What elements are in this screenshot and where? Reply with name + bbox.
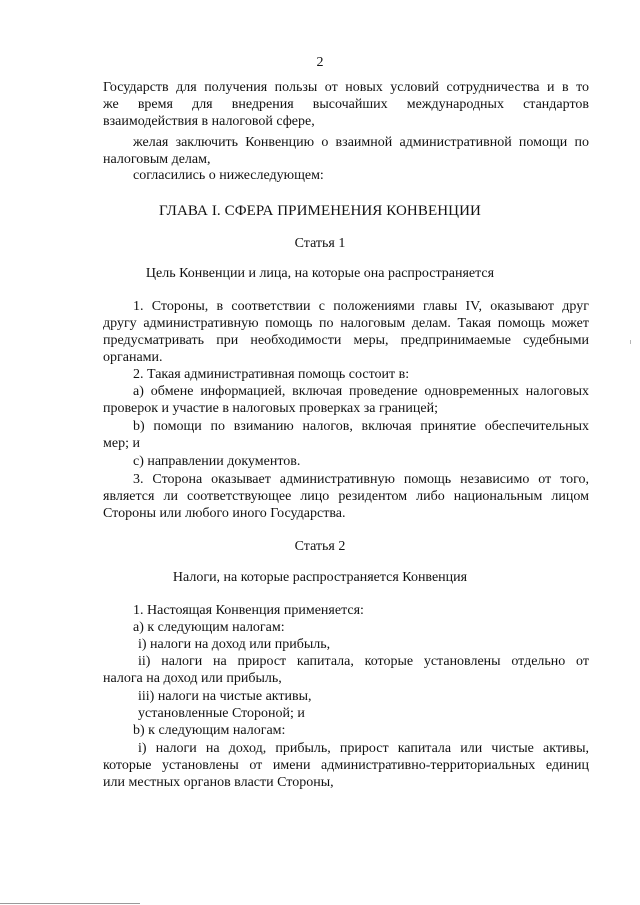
text-line: ii) налоги на прирост капитала, которые установлены отдельно от: [138, 654, 589, 669]
text-line: b) помощи по взиманию налогов, включая принятие обеспечительных: [133, 419, 589, 434]
text-line: 3. Сторона оказывает административную помощь независимо от того,: [133, 472, 589, 487]
text-line: же время для внедрения высочайших международных стандартов: [103, 97, 589, 112]
article-2-item-b: [103, 722, 589, 739]
text-line: является ли соответствующее лицо резидентом либо национальным лицом: [103, 489, 589, 504]
article-2-item-a-tail: [103, 705, 589, 722]
text-line: или местных органов власти Стороны,: [103, 775, 334, 790]
text-line: желая заключить Конвенцию о взаимной административной помощи по: [133, 135, 589, 150]
text-line: 2. Такая административная помощь состоит в:: [133, 367, 410, 382]
text-line: налоговым делам,: [103, 152, 211, 167]
text-line: другу административную помощь по налоговым делам. Такая помощь может: [103, 316, 589, 331]
article-2-heading: Статья 2: [294, 539, 346, 554]
text-line: а) обмене информацией, включая проведение одновременных налоговых: [133, 384, 589, 399]
article-1-paragraph-2: [103, 366, 589, 383]
text-line: органами.: [103, 350, 163, 365]
article-2-item-a-iii: [103, 688, 589, 705]
text-line: взаимодействия в налоговой сфере,: [103, 114, 315, 129]
scan-edge-mark: [630, 340, 631, 344]
text-line: предусматривать при необходимости меры, предпринимаемые судебными: [103, 333, 589, 348]
text-line: Стороны или любого иного Государства.: [103, 506, 346, 521]
article-1-item-b: [103, 418, 589, 452]
article-2-paragraph-1: [103, 602, 589, 619]
text-line: i) налоги на доход, прибыль, прирост капитала или чистые активы,: [138, 741, 589, 756]
article-2-item-a-ii: [103, 653, 589, 687]
article-2-item-a: [103, 619, 589, 636]
text-line: проверок и участие в налоговых проверках за границей;: [103, 401, 438, 416]
intro-paragraph-3: [103, 167, 589, 184]
text-line: iii) налоги на чистые активы,: [138, 689, 312, 704]
article-1-item-c: [103, 453, 589, 470]
article-1-heading: Статья 1: [294, 236, 346, 251]
text-line: b) к следующим налогам:: [133, 723, 286, 738]
text-line: 1. Настоящая Конвенция применяется:: [133, 603, 364, 618]
page-number: 2: [316, 55, 324, 70]
text-line: i) налоги на доход или прибыль,: [138, 637, 331, 652]
article-1-title: Цель Конвенции и лица, на которые она распространяется: [145, 266, 495, 281]
article-2-title: Налоги, на которые распространяется Конвенция: [172, 570, 468, 585]
chapter-title: ГЛАВА I. СФЕРА ПРИМЕНЕНИЯ КОНВЕНЦИИ: [159, 203, 481, 219]
text-line: 1. Стороны, в соответствии с положениями главы IV, оказывают друг: [133, 299, 589, 314]
scan-edge-line: [0, 903, 140, 904]
text-line: налога на доход или прибыль,: [103, 671, 282, 686]
article-1-paragraph-3: [103, 471, 589, 522]
article-2-item-a-i: [103, 636, 589, 653]
text-line: согласились о нижеследующем:: [133, 168, 324, 183]
text-line: мер; и: [103, 436, 140, 451]
intro-paragraph-1: [103, 79, 589, 130]
intro-paragraph-2: [103, 134, 589, 168]
text-line: установленные Стороной; и: [138, 706, 305, 721]
article-1-item-a: [103, 383, 589, 417]
text-line: с) направлении документов.: [133, 454, 301, 469]
text-line: Государств для получения пользы от новых условий сотрудничества и в то: [103, 80, 589, 95]
article-1-paragraph-1: [103, 298, 589, 366]
article-2-item-b-i: [103, 740, 589, 791]
text-line: а) к следующим налогам:: [133, 620, 285, 635]
text-line: которые установлены от имени административно-территориальных единиц: [103, 758, 589, 773]
